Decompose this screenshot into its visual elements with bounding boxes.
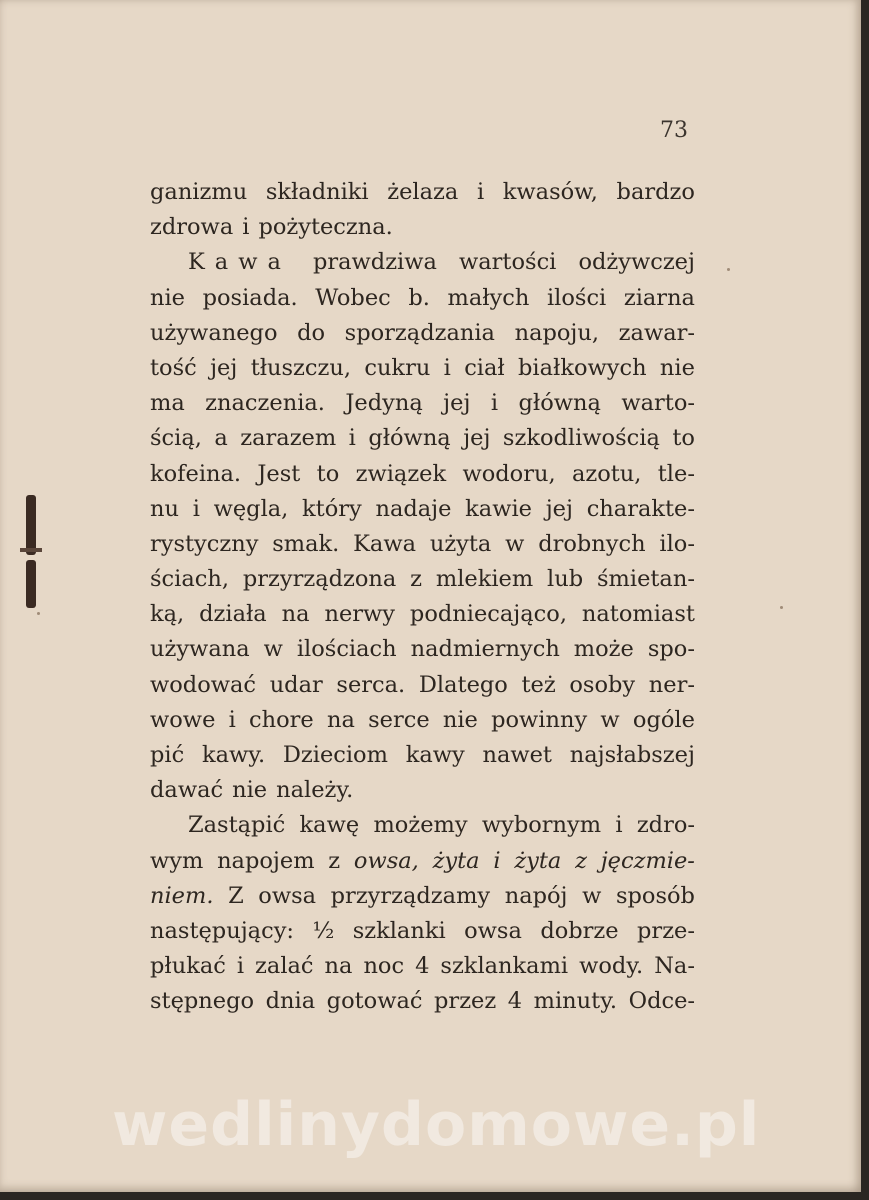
word: chore	[249, 706, 314, 733]
binding-thread-lower	[26, 560, 36, 608]
word: Kawa	[188, 249, 291, 276]
word: charakte-	[586, 495, 695, 522]
word: noc	[363, 953, 405, 980]
word: powinny	[491, 706, 588, 733]
word: związek	[355, 460, 447, 487]
word: ilo-	[659, 530, 695, 557]
word: kofeina.	[150, 460, 242, 487]
word: mlekiem	[435, 566, 534, 593]
word: jęczmie-	[600, 847, 695, 874]
word: 4	[415, 953, 430, 980]
word: szklanki	[352, 917, 446, 944]
word: Zastąpić	[188, 812, 286, 839]
word: kawę	[299, 812, 360, 839]
word: jej	[210, 354, 238, 381]
word: znaczenia.	[205, 390, 325, 417]
text-line	[150, 984, 695, 1019]
word: użyta	[429, 530, 492, 557]
text-line	[150, 879, 695, 914]
text-line	[150, 914, 695, 949]
word: możemy	[373, 812, 468, 839]
text-line	[150, 316, 695, 351]
word: przyrządzona	[242, 566, 397, 593]
word: ścią,	[150, 425, 202, 452]
word: i	[443, 354, 451, 381]
text-line	[150, 245, 695, 280]
word: następujący:	[150, 917, 294, 944]
word: nadaje	[375, 495, 452, 522]
word: ganizmu	[150, 179, 248, 205]
word: pić	[150, 742, 185, 768]
word: nie	[442, 706, 478, 733]
word: osoby	[569, 671, 636, 698]
word: odżywczej	[578, 249, 695, 276]
word: i	[228, 706, 236, 733]
word: drobnych	[538, 530, 646, 557]
word: nerwy	[324, 601, 395, 628]
text-line	[150, 632, 695, 667]
binding-thread-upper	[26, 495, 36, 555]
text-line	[150, 210, 695, 245]
page-edge-bottom	[0, 1192, 869, 1200]
text-line	[150, 457, 695, 492]
word: który	[302, 495, 362, 522]
word: Odce-	[628, 988, 695, 1015]
word: napoju,	[514, 319, 600, 346]
paper-speck	[37, 612, 40, 615]
watermark: wedlinydomowe.pl	[112, 1090, 761, 1160]
word: szklankami	[440, 953, 569, 980]
word: żyta	[432, 847, 480, 874]
word: i	[490, 390, 499, 417]
word: zdro-	[636, 812, 695, 839]
word: w	[582, 882, 602, 909]
word: jej	[545, 495, 573, 522]
word: na	[326, 706, 355, 733]
word: nie	[150, 284, 186, 311]
text-line	[150, 949, 695, 984]
word: wodować	[150, 671, 257, 698]
word: główną	[368, 425, 451, 452]
binding-stitch	[20, 548, 42, 552]
page-number: 73	[660, 118, 688, 143]
word: kawy	[405, 742, 465, 768]
word: dobrze	[540, 917, 619, 944]
word: serce	[368, 706, 430, 733]
word: wartości	[459, 249, 557, 276]
word: też	[521, 671, 556, 698]
word: nie	[659, 354, 695, 381]
word: węgla,	[213, 495, 289, 522]
word: ner-	[648, 671, 695, 698]
word: główną	[518, 390, 601, 417]
word: Na-	[654, 953, 695, 980]
word: ilościach	[296, 636, 397, 663]
word: jej	[443, 390, 471, 417]
word: z	[410, 566, 423, 593]
word: i	[242, 214, 250, 241]
word: wody.	[579, 953, 644, 980]
word: sporządzania	[344, 319, 495, 346]
word: cukru	[364, 354, 431, 381]
word: sposób	[615, 882, 695, 909]
text-line	[150, 421, 695, 456]
word: na	[324, 953, 353, 980]
word: ziarna	[623, 284, 695, 311]
text-line	[150, 562, 695, 597]
word: dnia	[265, 988, 316, 1015]
word: i	[493, 847, 501, 874]
word: małych	[447, 284, 530, 311]
word: tość	[150, 354, 197, 381]
body-text	[150, 175, 695, 1020]
word: b.	[408, 284, 430, 311]
word: prze-	[637, 917, 695, 944]
word: Jest	[257, 460, 301, 487]
word: w	[600, 706, 620, 733]
word: 4	[507, 988, 523, 1015]
word: wowe	[150, 706, 216, 733]
word: najsłabszej	[569, 742, 695, 768]
word: Kawa	[353, 530, 417, 557]
word: nawet	[482, 742, 552, 768]
word: szkodliwością	[502, 425, 660, 452]
word: pożyteczna.	[258, 214, 393, 241]
word: posiada.	[202, 284, 298, 311]
word: w	[505, 530, 525, 557]
word: owsa	[258, 882, 317, 909]
word: używanego	[150, 319, 278, 346]
word: i	[476, 179, 485, 205]
word: i	[348, 425, 356, 452]
word: i	[615, 812, 623, 839]
word: wym	[150, 847, 204, 874]
word: kawie	[465, 495, 532, 522]
word: w	[263, 636, 283, 663]
word: z	[328, 847, 341, 874]
word: kawy.	[201, 742, 266, 768]
word: należy.	[276, 777, 354, 804]
word: minuty.	[533, 988, 618, 1015]
word: Dlatego	[418, 671, 508, 698]
word: Z	[228, 882, 244, 909]
word: przez	[434, 988, 497, 1015]
word: wybornym	[481, 812, 602, 839]
word: Wobec	[315, 284, 391, 311]
word: nie	[232, 777, 268, 804]
word: ogóle	[632, 706, 695, 733]
word: tle-	[657, 460, 695, 487]
text-line	[150, 281, 695, 316]
word: nadmiernych	[410, 636, 560, 663]
paper-speck	[727, 268, 730, 271]
word: przyrządzamy	[330, 882, 491, 909]
word: owsa,	[353, 847, 419, 874]
word: a	[214, 425, 228, 452]
word: dawać	[150, 777, 224, 804]
word: to	[672, 425, 695, 452]
word: napój	[504, 882, 568, 909]
text-line	[150, 703, 695, 738]
text-line	[150, 808, 695, 843]
word: jej	[463, 425, 491, 452]
word: śmietan-	[596, 566, 695, 593]
text-line	[150, 175, 695, 210]
word: Dzieciom	[282, 742, 388, 768]
word: wodoru,	[462, 460, 556, 487]
word: do	[297, 319, 326, 346]
word: niem.	[150, 882, 214, 909]
word: gotować	[326, 988, 423, 1015]
word: lub	[547, 566, 584, 593]
word: płukać	[150, 953, 226, 980]
word: może	[573, 636, 634, 663]
page-edge-right	[861, 0, 869, 1200]
word: natomiast	[581, 601, 695, 628]
word: azotu,	[571, 460, 642, 487]
word: podniecająco,	[409, 601, 567, 628]
text-line	[150, 773, 695, 808]
word: żelaza	[387, 179, 459, 205]
word: napojem	[217, 847, 315, 874]
word: tłuszczu,	[250, 354, 352, 381]
word: zawar-	[618, 319, 695, 346]
word: bardzo	[616, 179, 695, 205]
word: i	[192, 495, 200, 522]
paper-speck	[780, 606, 783, 609]
word: ściach,	[150, 566, 230, 593]
word: na	[281, 601, 310, 628]
text-line	[150, 492, 695, 527]
text-line	[150, 386, 695, 421]
word: zalać	[255, 953, 314, 980]
text-line	[150, 527, 695, 562]
word: ką,	[150, 601, 185, 628]
word: kwasów,	[502, 179, 598, 205]
word: spo-	[647, 636, 695, 663]
word: z	[575, 847, 587, 874]
text-line	[150, 844, 695, 879]
text-line	[150, 668, 695, 703]
word: żyta	[514, 847, 562, 874]
text-line	[150, 597, 695, 632]
word: zarazem	[240, 425, 337, 452]
word: smak.	[272, 530, 340, 557]
word: ½	[312, 917, 335, 944]
word: zdrowa	[150, 214, 234, 241]
text-line	[150, 351, 695, 386]
word: nu	[150, 495, 179, 522]
word: serca.	[336, 671, 406, 698]
word: ma	[150, 390, 185, 417]
word: stępnego	[150, 988, 255, 1015]
word: i	[236, 953, 245, 980]
word: ilości	[546, 284, 607, 311]
word: używana	[150, 636, 250, 663]
word: prawdziwa	[312, 249, 437, 276]
word: ciał	[464, 354, 505, 381]
word: rystyczny	[150, 530, 259, 557]
word: białkowych	[518, 354, 647, 381]
word: udar	[269, 671, 323, 698]
word: warto-	[621, 390, 695, 417]
word: Jedyną	[345, 390, 423, 417]
word: działa	[199, 601, 267, 628]
word: owsa	[464, 917, 522, 944]
text-line	[150, 738, 695, 773]
word: to	[316, 460, 340, 487]
word: składniki	[265, 179, 369, 205]
